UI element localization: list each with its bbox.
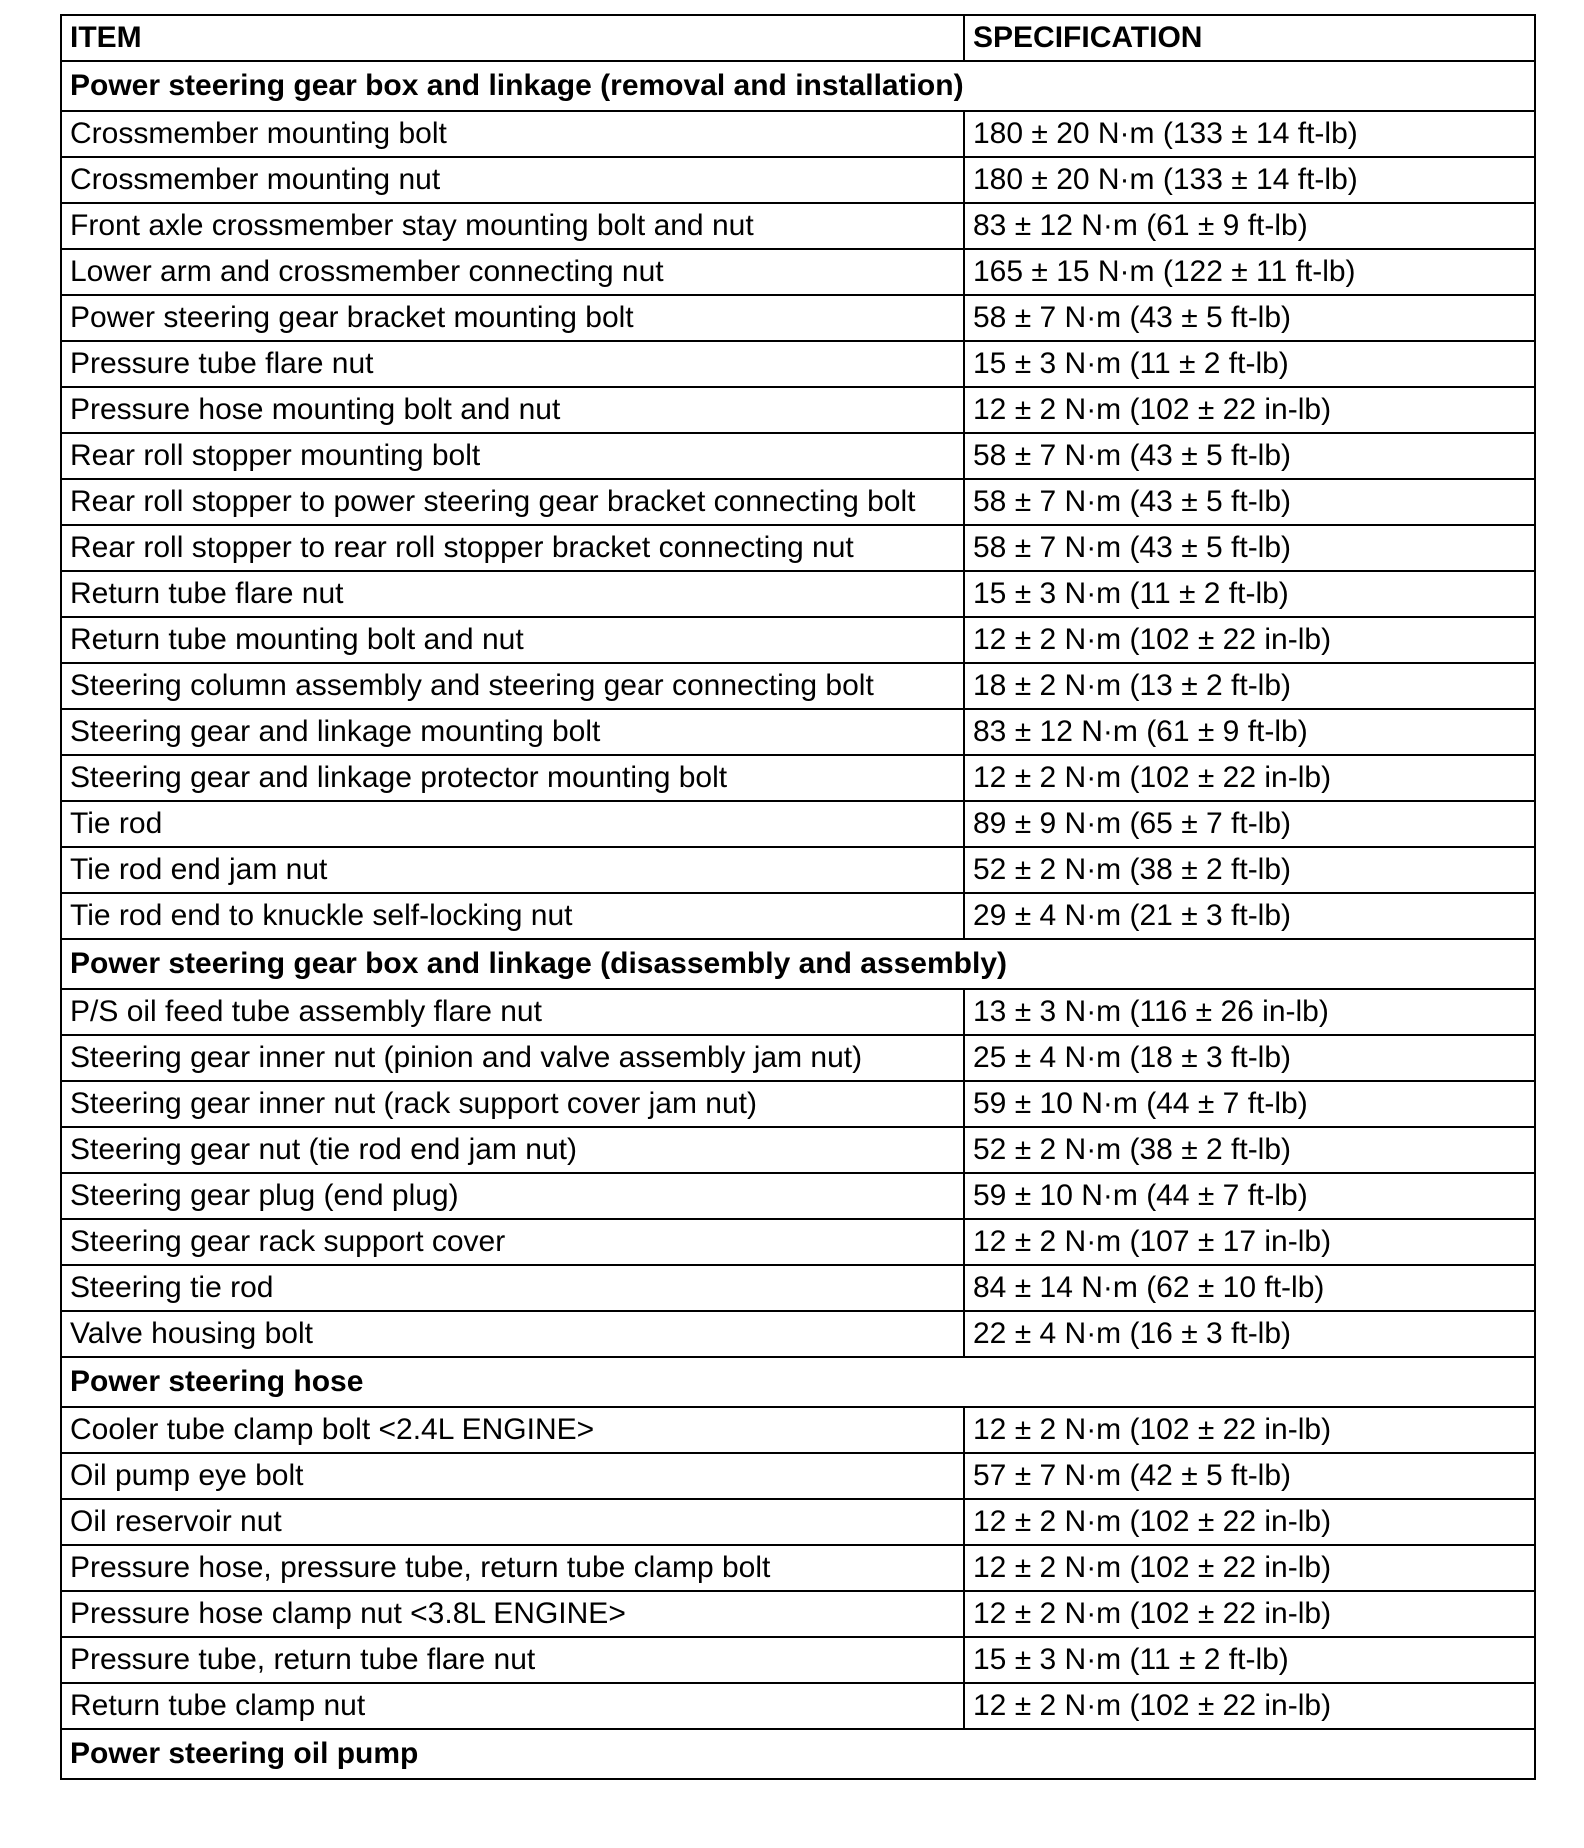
- item-cell: Front axle crossmember stay mounting bolt and nut: [61, 203, 964, 249]
- item-cell: Pressure tube, return tube flare nut: [61, 1637, 964, 1683]
- specification-cell: 12 ± 2 N·m (102 ± 22 in-lb): [964, 755, 1535, 801]
- section-title: Power steering gear box and linkage (removal and installation): [61, 61, 1535, 111]
- item-cell: Return tube clamp nut: [61, 1683, 964, 1729]
- specification-cell: 58 ± 7 N·m (43 ± 5 ft-lb): [964, 525, 1535, 571]
- item-cell: Steering gear inner nut (rack support cover jam nut): [61, 1081, 964, 1127]
- specification-cell: 12 ± 2 N·m (102 ± 22 in-lb): [964, 1545, 1535, 1591]
- item-cell: Pressure tube flare nut: [61, 341, 964, 387]
- item-cell: Power steering gear bracket mounting bolt: [61, 295, 964, 341]
- table-row: [61, 1591, 1535, 1637]
- item-cell: Rear roll stopper to power steering gear bracket connecting bolt: [61, 479, 964, 525]
- section-title: Power steering gear box and linkage (disassembly and assembly): [61, 939, 1535, 989]
- item-cell: Return tube flare nut: [61, 571, 964, 617]
- specification-cell: 52 ± 2 N·m (38 ± 2 ft-lb): [964, 1127, 1535, 1173]
- table-row: [61, 295, 1535, 341]
- section-title: Power steering oil pump: [61, 1729, 1535, 1779]
- table-row: [61, 341, 1535, 387]
- table-row: [61, 1499, 1535, 1545]
- item-cell: Steering gear plug (end plug): [61, 1173, 964, 1219]
- section-header-row: [61, 1729, 1535, 1779]
- table-row: [61, 663, 1535, 709]
- item-cell: Crossmember mounting nut: [61, 157, 964, 203]
- table-row: [61, 1637, 1535, 1683]
- table-row: [61, 755, 1535, 801]
- specification-column-header: SPECIFICATION: [964, 15, 1535, 61]
- specification-cell: 59 ± 10 N·m (44 ± 7 ft-lb): [964, 1173, 1535, 1219]
- table-row: [61, 203, 1535, 249]
- table-row: [61, 617, 1535, 663]
- item-cell: Tie rod end to knuckle self-locking nut: [61, 893, 964, 939]
- section-title: Power steering hose: [61, 1357, 1535, 1407]
- item-cell: Rear roll stopper to rear roll stopper bracket connecting nut: [61, 525, 964, 571]
- specification-cell: 25 ± 4 N·m (18 ± 3 ft-lb): [964, 1035, 1535, 1081]
- specification-cell: 89 ± 9 N·m (65 ± 7 ft-lb): [964, 801, 1535, 847]
- table-row: [61, 1683, 1535, 1729]
- specification-cell: 165 ± 15 N·m (122 ± 11 ft-lb): [964, 249, 1535, 295]
- specification-cell: 84 ± 14 N·m (62 ± 10 ft-lb): [964, 1265, 1535, 1311]
- item-cell: Tie rod: [61, 801, 964, 847]
- table-row: [61, 1219, 1535, 1265]
- item-cell: Steering gear rack support cover: [61, 1219, 964, 1265]
- item-cell: Steering gear and linkage mounting bolt: [61, 709, 964, 755]
- table-row: [61, 111, 1535, 157]
- specification-cell: 12 ± 2 N·m (102 ± 22 in-lb): [964, 617, 1535, 663]
- table-row: [61, 1035, 1535, 1081]
- table-row: [61, 1265, 1535, 1311]
- specification-cell: 15 ± 3 N·m (11 ± 2 ft-lb): [964, 1637, 1535, 1683]
- specification-cell: 59 ± 10 N·m (44 ± 7 ft-lb): [964, 1081, 1535, 1127]
- table-body: [61, 61, 1535, 1779]
- specification-cell: 12 ± 2 N·m (102 ± 22 in-lb): [964, 387, 1535, 433]
- header-row: [61, 15, 1535, 61]
- section-header-row: [61, 1357, 1535, 1407]
- table-row: [61, 525, 1535, 571]
- specification-cell: 15 ± 3 N·m (11 ± 2 ft-lb): [964, 341, 1535, 387]
- item-cell: Return tube mounting bolt and nut: [61, 617, 964, 663]
- specification-cell: 18 ± 2 N·m (13 ± 2 ft-lb): [964, 663, 1535, 709]
- table-row: [61, 709, 1535, 755]
- item-cell: Steering gear nut (tie rod end jam nut): [61, 1127, 964, 1173]
- item-cell: Steering gear inner nut (pinion and valve assembly jam nut): [61, 1035, 964, 1081]
- item-cell: Cooler tube clamp bolt <2.4L ENGINE>: [61, 1407, 964, 1453]
- table-row: [61, 1311, 1535, 1357]
- specification-cell: 12 ± 2 N·m (102 ± 22 in-lb): [964, 1683, 1535, 1729]
- table-row: [61, 847, 1535, 893]
- specification-cell: 12 ± 2 N·m (107 ± 17 in-lb): [964, 1219, 1535, 1265]
- specification-cell: 180 ± 20 N·m (133 ± 14 ft-lb): [964, 111, 1535, 157]
- table-row: [61, 1407, 1535, 1453]
- torque-spec-table: [60, 14, 1536, 1780]
- specification-cell: 58 ± 7 N·m (43 ± 5 ft-lb): [964, 479, 1535, 525]
- specification-cell: 12 ± 2 N·m (102 ± 22 in-lb): [964, 1591, 1535, 1637]
- table-row: [61, 1127, 1535, 1173]
- table-row: [61, 801, 1535, 847]
- specification-cell: 22 ± 4 N·m (16 ± 3 ft-lb): [964, 1311, 1535, 1357]
- specification-cell: 52 ± 2 N·m (38 ± 2 ft-lb): [964, 847, 1535, 893]
- table-row: [61, 571, 1535, 617]
- item-cell: Tie rod end jam nut: [61, 847, 964, 893]
- item-cell: Pressure hose mounting bolt and nut: [61, 387, 964, 433]
- table-row: [61, 249, 1535, 295]
- item-column-header: ITEM: [61, 15, 964, 61]
- item-cell: Pressure hose clamp nut <3.8L ENGINE>: [61, 1591, 964, 1637]
- item-cell: Steering tie rod: [61, 1265, 964, 1311]
- table-row: [61, 1081, 1535, 1127]
- specification-cell: 29 ± 4 N·m (21 ± 3 ft-lb): [964, 893, 1535, 939]
- table-row: [61, 1453, 1535, 1499]
- table-row: [61, 433, 1535, 479]
- item-cell: Steering column assembly and steering gear connecting bolt: [61, 663, 964, 709]
- table-row: [61, 157, 1535, 203]
- section-header-row: [61, 939, 1535, 989]
- item-cell: Crossmember mounting bolt: [61, 111, 964, 157]
- item-cell: Oil reservoir nut: [61, 1499, 964, 1545]
- specification-cell: 12 ± 2 N·m (102 ± 22 in-lb): [964, 1499, 1535, 1545]
- item-cell: P/S oil feed tube assembly flare nut: [61, 989, 964, 1035]
- table-row: [61, 1173, 1535, 1219]
- item-cell: Lower arm and crossmember connecting nut: [61, 249, 964, 295]
- specification-cell: 58 ± 7 N·m (43 ± 5 ft-lb): [964, 295, 1535, 341]
- item-cell: Valve housing bolt: [61, 1311, 964, 1357]
- specification-cell: 15 ± 3 N·m (11 ± 2 ft-lb): [964, 571, 1535, 617]
- specification-cell: 58 ± 7 N·m (43 ± 5 ft-lb): [964, 433, 1535, 479]
- item-cell: Steering gear and linkage protector mounting bolt: [61, 755, 964, 801]
- specification-cell: 57 ± 7 N·m (42 ± 5 ft-lb): [964, 1453, 1535, 1499]
- table-row: [61, 1545, 1535, 1591]
- table-row: [61, 989, 1535, 1035]
- item-cell: Pressure hose, pressure tube, return tube clamp bolt: [61, 1545, 964, 1591]
- specification-cell: 13 ± 3 N·m (116 ± 26 in-lb): [964, 989, 1535, 1035]
- item-cell: Rear roll stopper mounting bolt: [61, 433, 964, 479]
- specification-cell: 83 ± 12 N·m (61 ± 9 ft-lb): [964, 709, 1535, 755]
- section-header-row: [61, 61, 1535, 111]
- specification-cell: 180 ± 20 N·m (133 ± 14 ft-lb): [964, 157, 1535, 203]
- table-row: [61, 479, 1535, 525]
- table-row: [61, 893, 1535, 939]
- item-cell: Oil pump eye bolt: [61, 1453, 964, 1499]
- specification-cell: 83 ± 12 N·m (61 ± 9 ft-lb): [964, 203, 1535, 249]
- table-row: [61, 387, 1535, 433]
- specification-cell: 12 ± 2 N·m (102 ± 22 in-lb): [964, 1407, 1535, 1453]
